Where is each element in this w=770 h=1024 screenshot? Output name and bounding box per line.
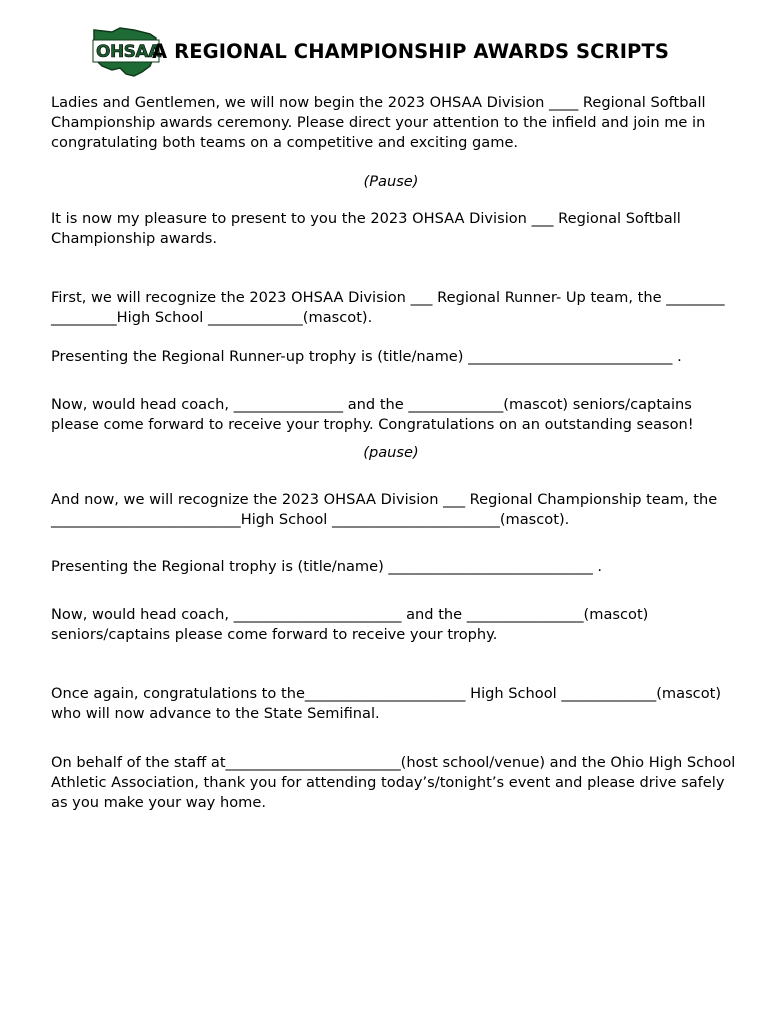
champion-paragraph: And now, we will recognize the 2023 OHSAA Division ___ Regional Championship team, the __________________________High School _______________________(mascot). — [51, 491, 718, 528]
page-title-text: A REGIONAL CHAMPIONSHIP AWARDS SCRIPTS — [152, 40, 669, 63]
runner-up-coach-paragraph: Now, would head coach, _______________ and the _____________(mascot) seniors/captains please come forward to receive your trophy. Congratulations on an outstanding season! — [51, 396, 694, 433]
intro-paragraph: Ladies and Gentlemen, we will now begin the 2023 OHSAA Division ____ Regional Softball Championship awards ceremony. Please direct your attention to the infield and join me in congratulating both teams on a competitive and exciting game. — [51, 94, 706, 151]
runner-up-paragraph: First, we will recognize the 2023 OHSAA Division ___ Regional Runner- Up team, the ________ _________High School _____________(mascot). — [51, 289, 725, 326]
runner-up-presenter: Presenting the Regional Runner-up trophy is (title/name) ____________________________ . — [51, 348, 682, 365]
logo-text: OHSAA — [96, 42, 161, 62]
champion-presenter: Presenting the Regional trophy is (title/name) ____________________________ . — [51, 558, 603, 575]
page-title — [96, 40, 716, 63]
pause-note: (Pause) — [363, 173, 419, 190]
present-paragraph: It is now my pleasure to present to you the 2023 OHSAA Division ___ Regional Softball Championship awards. — [51, 210, 681, 247]
congratulations-paragraph: Once again, congratulations to the______________________ High School _____________(mascot) who will now advance to the State Semifinal. — [51, 685, 722, 722]
closing-paragraph: On behalf of the staff at________________________(host school/venue) and the Ohio High School Athletic Association, thank you for attending today’s/tonight’s event and please drive safely as you make your way home. — [51, 754, 736, 811]
champion-coach-paragraph: Now, would head coach, _______________________ and the ________________(mascot) seniors/captains please come forward to receive your trophy. — [51, 606, 649, 643]
pause-note: (pause) — [363, 444, 419, 461]
